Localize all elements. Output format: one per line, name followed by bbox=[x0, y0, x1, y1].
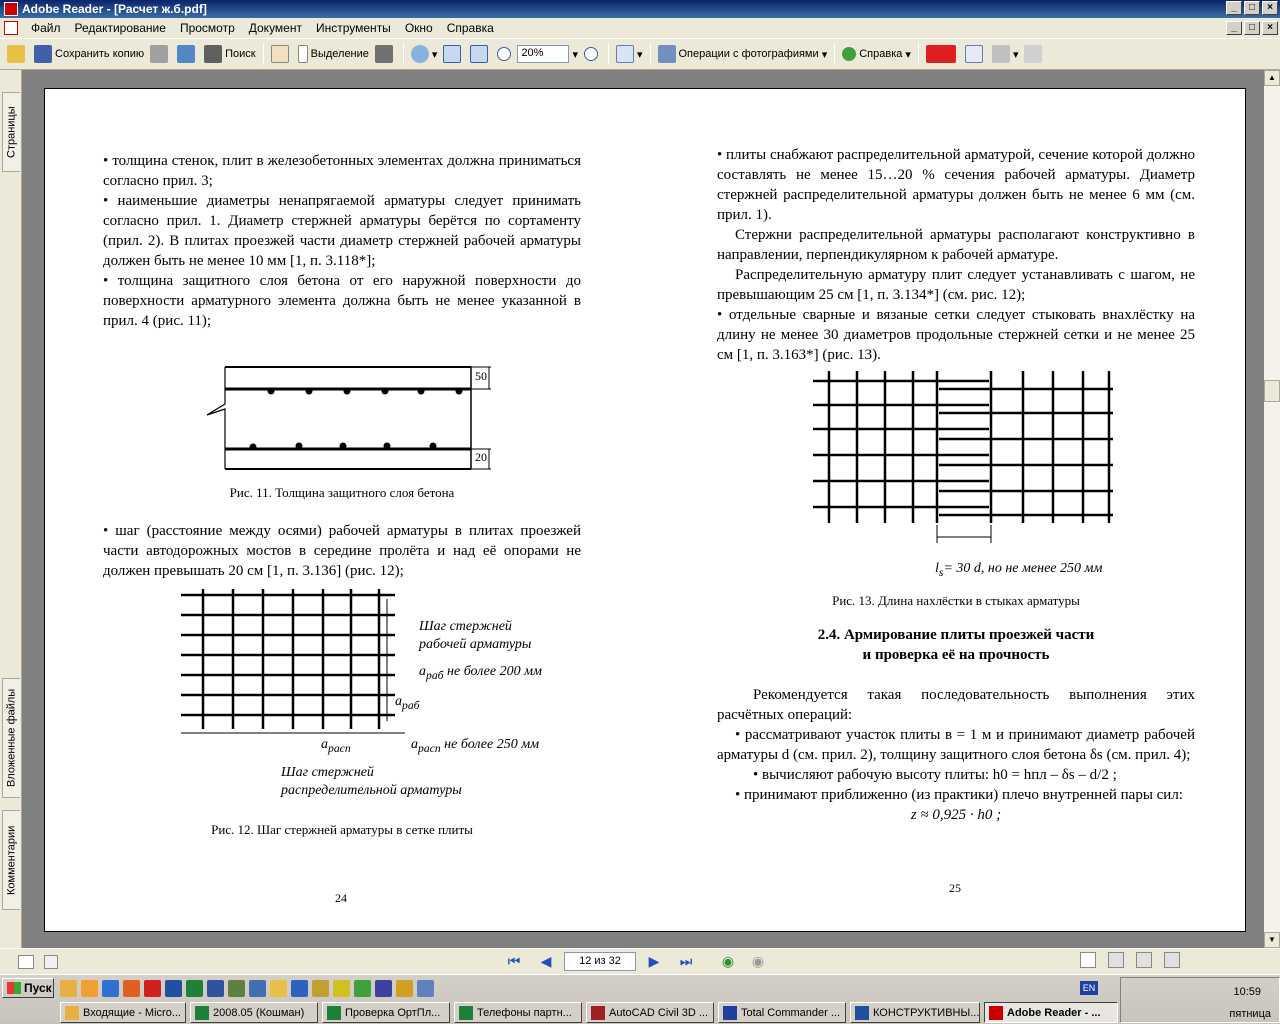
menu-file[interactable]: Файл bbox=[31, 21, 61, 35]
document-view[interactable] bbox=[22, 70, 1264, 948]
pages-icon bbox=[616, 45, 634, 63]
folder-icon[interactable] bbox=[270, 980, 287, 997]
fit-width-icon bbox=[470, 45, 488, 63]
task-autocad[interactable] bbox=[586, 1002, 714, 1023]
task-label: Телефоны партн... bbox=[477, 1006, 572, 1019]
menu-help[interactable]: Справка bbox=[446, 21, 494, 35]
formula: z ≈ 0,925 · h0 ; bbox=[910, 807, 1002, 823]
fit-page-icon bbox=[443, 45, 461, 63]
excel-icon bbox=[327, 1006, 341, 1020]
total-commander-icon bbox=[723, 1006, 737, 1020]
fig11-caption: Рис. 11. Толщина защитного слоя бетона bbox=[229, 485, 455, 500]
first-page-button[interactable]: ⏮ bbox=[507, 953, 521, 969]
fig13-caption: Рис. 13. Длина нахлёстки в стыках арматуры bbox=[832, 593, 1080, 608]
hand-icon bbox=[271, 45, 289, 63]
email-button[interactable] bbox=[174, 41, 201, 67]
app-icon[interactable] bbox=[291, 980, 308, 997]
toolbar-separator bbox=[263, 43, 264, 65]
next-page-button[interactable]: ▶ bbox=[648, 953, 660, 969]
adobe-reader-icon bbox=[989, 1006, 1003, 1020]
fig12-caption: Рис. 12. Шаг стержней арматуры в сетке плиты bbox=[211, 822, 473, 837]
minus-circle-icon bbox=[497, 47, 511, 61]
left-page-text-mid bbox=[103, 521, 581, 581]
word-icon bbox=[855, 1006, 869, 1020]
fig12-sub-rab: раб bbox=[426, 668, 444, 682]
task-excel-2[interactable] bbox=[322, 1002, 450, 1023]
autocad-icon bbox=[591, 1006, 605, 1020]
fig12-limit-work: не более 200 мм bbox=[447, 664, 542, 679]
camera-icon bbox=[375, 45, 393, 63]
right-page-text-top bbox=[717, 145, 1195, 365]
app-icon[interactable] bbox=[354, 980, 371, 997]
snapshot-button[interactable] bbox=[372, 41, 399, 67]
section-heading: 2.4. Армирование плиты проезжей части bbox=[817, 627, 1095, 643]
select-tool-button[interactable] bbox=[295, 41, 372, 67]
paragraph: • наименьшие диаметры ненапрягаемой арматуры следует принимать согласно прил. 1. Диаметр стержней арматуры берётся по сортаменту (прил. 2). В плитах проезжей части диаметр стержней рабочей арматуры должен быть не менее 10 мм [1, п. 3.118*]; bbox=[103, 193, 581, 269]
toolbar bbox=[0, 38, 1280, 70]
folder-icon bbox=[7, 45, 25, 63]
tab-attachments[interactable] bbox=[2, 678, 20, 798]
fit-page-button[interactable] bbox=[440, 41, 467, 67]
task-label: Входящие - Micro... bbox=[83, 1006, 181, 1019]
menu-window[interactable]: Окно bbox=[404, 21, 433, 35]
doc-close-button[interactable]: × bbox=[1262, 21, 1278, 35]
fig11-bottom-dim: 20 bbox=[475, 450, 487, 464]
app-icon[interactable] bbox=[375, 980, 392, 997]
fig12-label bbox=[411, 737, 539, 755]
task-adobe-reader[interactable] bbox=[984, 1002, 1118, 1023]
open-button[interactable] bbox=[4, 41, 31, 67]
go-forward-button[interactable]: ◉ bbox=[751, 953, 765, 969]
scroll-thumb[interactable] bbox=[1264, 380, 1280, 402]
excel-icon bbox=[459, 1006, 473, 1020]
task-excel[interactable] bbox=[190, 1002, 318, 1023]
zoom-in-button[interactable] bbox=[581, 41, 604, 67]
task-label: КОНСТРУКТИВНЫ... bbox=[873, 1006, 980, 1019]
menu-tools[interactable]: Инструменты bbox=[315, 21, 391, 35]
undo-button[interactable]: ▾ bbox=[989, 41, 1022, 67]
task-label: Total Commander ... bbox=[741, 1006, 841, 1019]
document-icon[interactable] bbox=[4, 21, 18, 35]
rotate-button[interactable]: ▾ bbox=[613, 41, 646, 67]
save-copy-button[interactable] bbox=[31, 41, 147, 67]
go-back-button[interactable]: ◉ bbox=[721, 953, 735, 969]
fig12-label: Шаг стержней bbox=[281, 765, 374, 780]
fig11-top-dim: 50 bbox=[475, 369, 487, 383]
copy-button[interactable] bbox=[1021, 41, 1048, 67]
previous-page-button[interactable]: ◀ bbox=[540, 953, 552, 969]
continuous-view-icon[interactable] bbox=[1108, 952, 1124, 968]
task-label: AutoCAD Civil 3D ... bbox=[609, 1006, 709, 1019]
save-icon bbox=[34, 45, 52, 63]
clock[interactable]: 10:59 bbox=[1233, 986, 1261, 998]
paragraph: Рекомендуется такая последовательность выполнения этих расчётных операций: bbox=[717, 687, 1195, 723]
figure-11-slab-section bbox=[203, 359, 503, 479]
fig12-sub-rasp: расп bbox=[328, 741, 351, 755]
outlook-icon[interactable] bbox=[60, 980, 77, 997]
paragraph: • плиты снабжают распределительной арматурой, сечение которой должно составлять не менее 15…20 % сечения рабочей арматуры. Диаметр стержней распределительной арматуры должен быть не менее 6 мм (см. прил. 1). bbox=[717, 147, 1195, 223]
menu-document[interactable]: Документ bbox=[248, 21, 302, 35]
photo-operations-button[interactable]: Операции с фотографиями ▾ bbox=[655, 41, 831, 67]
binoculars-icon bbox=[204, 45, 222, 63]
magnifier-icon bbox=[411, 45, 429, 63]
doc-restore-button[interactable]: □ bbox=[1244, 21, 1260, 35]
navigation-panel-tabs bbox=[0, 70, 22, 948]
toolbar-separator bbox=[650, 43, 651, 65]
tab-pages[interactable] bbox=[2, 92, 20, 172]
zoom-in-tool-button[interactable]: ▾ bbox=[408, 41, 441, 67]
figure-12-rebar-grid bbox=[175, 589, 405, 749]
fig12-label: Шаг стержней bbox=[419, 619, 512, 634]
fig12-var-a: a bbox=[419, 664, 426, 679]
app-icon[interactable] bbox=[249, 980, 266, 997]
fig12-label: распределительной арматуры bbox=[281, 783, 462, 798]
task-label: Adobe Reader - ... bbox=[1007, 1006, 1101, 1019]
tab-attachments-label: Вложенные файлы bbox=[5, 688, 18, 788]
fig13-formula bbox=[935, 561, 1102, 579]
facing-view-icon[interactable] bbox=[1136, 952, 1152, 968]
help-icon bbox=[842, 47, 856, 61]
hand-tool-button[interactable] bbox=[268, 41, 295, 67]
paragraph: • толщина стенок, плит в железобетонных элементах должна приниматься согласно прил. 3; bbox=[103, 153, 581, 189]
paragraph: • рассматривают участок плиты в = 1 м и принимают диаметр рабочей арматуры d (см. прил. 2), толщину защитного слоя бетона δs (см. прил. 4); bbox=[717, 727, 1195, 763]
fig12-sub-rasp: расп bbox=[418, 741, 441, 755]
toolbar-separator bbox=[403, 43, 404, 65]
word-icon[interactable] bbox=[165, 980, 182, 997]
quick-launch bbox=[60, 980, 434, 997]
select-label: Выделение bbox=[310, 48, 369, 60]
title-bar bbox=[0, 0, 1280, 18]
continuous-facing-view-icon[interactable] bbox=[1164, 952, 1180, 968]
photo-icon bbox=[658, 45, 676, 63]
task-total-commander[interactable] bbox=[718, 1002, 846, 1023]
task-excel-3[interactable] bbox=[454, 1002, 582, 1023]
task-outlook[interactable] bbox=[60, 1002, 186, 1023]
menu-view[interactable]: Просмотр bbox=[179, 21, 235, 35]
app-icon[interactable] bbox=[228, 980, 245, 997]
paragraph: • вычисляют рабочую высоту плиты: h0 = hпл – δs – d/2 ; bbox=[753, 767, 1117, 783]
toolbar-separator bbox=[834, 43, 835, 65]
zoom-input[interactable]: 20% bbox=[517, 45, 569, 63]
fig13-sub-s: s bbox=[938, 565, 944, 579]
windows-logo-icon bbox=[7, 982, 21, 994]
vertical-scrollbar[interactable] bbox=[1264, 70, 1280, 948]
fig13-formula-rest: = 30 d, но не менее 250 мм bbox=[943, 561, 1103, 576]
scroll-down-arrow[interactable]: ▼ bbox=[1264, 932, 1280, 948]
search-button[interactable] bbox=[201, 41, 258, 67]
fig12-var-a: a bbox=[321, 737, 328, 752]
app-red-icon[interactable] bbox=[144, 980, 161, 997]
section-heading: и проверка её на прочность bbox=[862, 647, 1050, 663]
app-icon[interactable] bbox=[333, 980, 350, 997]
search-label: Поиск bbox=[225, 48, 256, 60]
fig12-sub-rab: раб bbox=[402, 698, 420, 712]
photo-operations-label: Операции с фотографиями bbox=[678, 48, 819, 60]
tab-comments[interactable] bbox=[2, 810, 20, 910]
outlook-icon bbox=[65, 1006, 79, 1020]
right-page-text-bottom bbox=[717, 685, 1195, 825]
left-page-text-top bbox=[103, 151, 581, 331]
ie-icon[interactable] bbox=[102, 980, 119, 997]
spellcheck-button[interactable] bbox=[962, 41, 989, 67]
fig13-var-l: l bbox=[935, 561, 939, 576]
help-label: Справка bbox=[859, 48, 903, 60]
start-button[interactable] bbox=[2, 978, 54, 998]
plus-circle-icon bbox=[584, 47, 598, 61]
fig12-label bbox=[395, 694, 420, 712]
start-label: Пуск bbox=[24, 981, 52, 995]
doc-minimize-button[interactable]: _ bbox=[1226, 21, 1242, 35]
day-label: пятница bbox=[1229, 1008, 1271, 1020]
page-number-left: 24 bbox=[335, 891, 347, 905]
windows-taskbar bbox=[0, 974, 1280, 1024]
figure-13-lap-splice bbox=[809, 371, 1119, 561]
fig12-var-a: a bbox=[411, 737, 418, 752]
yahoo-button[interactable] bbox=[923, 41, 962, 67]
paragraph: • толщина защитного слоя бетона от его наружной поверхности до поверхности арматурного элемента должна быть не менее указанной в прил. 4 (рис. 11); bbox=[103, 273, 581, 329]
email-icon bbox=[177, 45, 195, 63]
tab-pages-label: Страницы bbox=[5, 106, 18, 158]
app-icon[interactable] bbox=[417, 980, 434, 997]
fig12-label: рабочей арматуры bbox=[419, 637, 532, 652]
close-button[interactable]: × bbox=[1262, 1, 1278, 15]
fig12-label bbox=[419, 664, 542, 682]
text-cursor-icon bbox=[298, 45, 308, 63]
menu-bar bbox=[0, 18, 1280, 38]
paragraph: • принимают приближенно (из практики) плечо внутренней пары сил: bbox=[735, 787, 1183, 803]
tab-comments-label: Комментарии bbox=[5, 825, 18, 895]
pdf-page bbox=[44, 88, 1246, 932]
adobe-reader-icon bbox=[4, 2, 18, 16]
paragraph: Стержни распределительной арматуры располагают конструктивно в направлении, перпендикулярном к рабочей арматуре. bbox=[717, 227, 1195, 263]
copy-icon bbox=[1024, 45, 1042, 63]
save-copy-label: Сохранить копию bbox=[55, 48, 145, 60]
print-button[interactable] bbox=[147, 41, 174, 67]
page-navigation-bar bbox=[0, 948, 1280, 974]
excel-icon[interactable] bbox=[186, 980, 203, 997]
paragraph: • отдельные сварные и вязаные сетки следует стыковать внахлёстку на длину не менее 30 диаметров продольные стержней сетки и не менее 25 см [1, п. 3.163*] (рис. 13). bbox=[717, 307, 1195, 363]
page-size-icon[interactable] bbox=[44, 955, 58, 969]
fig12-label bbox=[321, 737, 351, 755]
page-number-right: 25 bbox=[949, 881, 961, 895]
task-label: 2008.05 (Кошман) bbox=[213, 1006, 305, 1019]
printer-icon bbox=[150, 45, 168, 63]
menu-edit[interactable]: Редактирование bbox=[74, 21, 166, 35]
paragraph: Распределительную арматуру плит следует устанавливать с шагом, не превышающим 25 см [1, п. 3.134*] (см. рис. 12); bbox=[717, 267, 1195, 303]
zoom-out-button[interactable] bbox=[494, 41, 517, 67]
window-title: Adobe Reader - [Расчет ж.б.pdf] bbox=[22, 2, 207, 16]
page-number-input[interactable]: 12 из 32 bbox=[564, 952, 636, 971]
task-label: Проверка ОртПл... bbox=[345, 1006, 441, 1019]
yahoo-icon bbox=[926, 45, 956, 63]
single-page-view-icon[interactable] bbox=[1080, 952, 1096, 968]
help-button[interactable]: Справка ▾ bbox=[839, 41, 914, 67]
undo-icon bbox=[992, 45, 1010, 63]
paragraph: • шаг (расстояние между осями) рабочей арматуры в плитах проезжей части автодорожных мостов в середине пролёта и над её опорами не должен превышать 20 см [1, п. 3.136] (рис. 12); bbox=[103, 523, 581, 579]
tool-icon[interactable] bbox=[123, 980, 140, 997]
last-page-button[interactable]: ⏭ bbox=[679, 953, 693, 969]
app-icon[interactable] bbox=[207, 980, 224, 997]
minimize-button[interactable]: _ bbox=[1226, 1, 1242, 15]
fig12-var-a: a bbox=[395, 694, 402, 709]
task-word[interactable] bbox=[850, 1002, 980, 1023]
fit-width-button[interactable] bbox=[467, 41, 494, 67]
excel-icon bbox=[195, 1006, 209, 1020]
zoom-dropdown[interactable]: ▾ bbox=[572, 48, 578, 61]
language-indicator[interactable]: EN bbox=[1080, 981, 1098, 995]
system-tray bbox=[1120, 977, 1280, 1023]
maximize-button[interactable]: □ bbox=[1244, 1, 1260, 15]
toolbar-separator bbox=[918, 43, 919, 65]
page-layout-icon[interactable] bbox=[18, 955, 34, 969]
app-icon[interactable] bbox=[312, 980, 329, 997]
app-icon[interactable] bbox=[396, 980, 413, 997]
spellcheck-icon bbox=[965, 45, 983, 63]
toolbar-separator bbox=[608, 43, 609, 65]
scroll-up-arrow[interactable]: ▲ bbox=[1264, 70, 1280, 86]
fig12-limit-dist: не более 250 мм bbox=[444, 737, 540, 752]
clock-app-icon[interactable] bbox=[81, 980, 98, 997]
